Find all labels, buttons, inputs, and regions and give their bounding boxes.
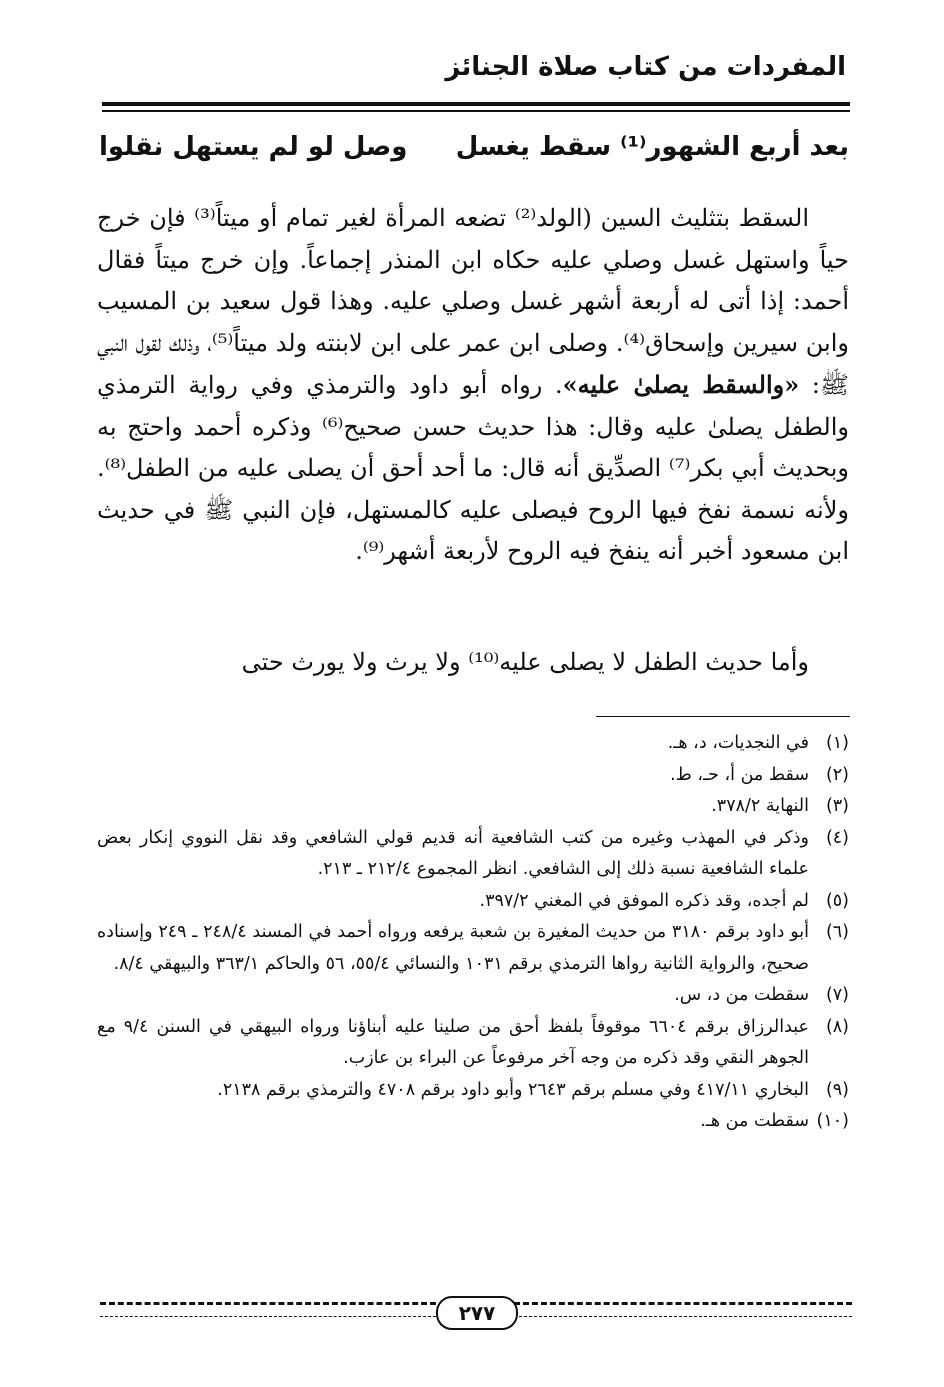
footnote-number: (٦) (825, 922, 849, 942)
footnote (97, 791, 849, 823)
footnote-text: لم أجده، وقد ذكره الموفق في المغني ٣٩٧/٢. (479, 890, 809, 911)
footnote-number: (١) (825, 733, 849, 753)
footnote-text: سقطت من هـ. (700, 1111, 809, 1131)
footnote-number: (٢) (825, 764, 849, 785)
footnote-text: سقطت من د، س. (674, 985, 809, 1005)
footnote (97, 1075, 849, 1107)
footnote-number: (٣) (825, 796, 849, 816)
footer-thin-line-right (514, 1316, 852, 1317)
page-footer (100, 1296, 852, 1328)
footnote-text: في النجديات، د، هـ. (667, 733, 809, 753)
header-rule-top (102, 102, 850, 106)
footnote (97, 917, 849, 980)
main-text (97, 198, 849, 573)
footnote (97, 1106, 849, 1138)
hadith-quote: «والسقط يصلىٰ عليه» (562, 370, 800, 399)
footnote (97, 980, 849, 1012)
footer-dash-line-right (514, 1302, 852, 1305)
footnote-number: (٥) (825, 890, 849, 911)
verse-second-hemistich: وصل لو لم يستهل نقلوا (99, 132, 408, 162)
footnote (97, 886, 849, 918)
paragraph-1-part-b: . رواه أبو داود والترمذي وفي رواية الترمذي والطفل يصلىٰ عليه وقال: هذا حديث حسن صحيح⁽⁶⁾ وذكره أحمد واحتج به وبحديث أبي بكر⁽⁷⁾ الصدِّيق أنه قال: ما أحد أحق أن يصلى عليه من الطفل⁽⁸⁾. ولأنه نسمة نفخ فيها الروح فيصلى عليه كالمستهل، فإن النبي ﷺ في حديث ابن مسعود أخبر أنه ينفخ فيه الروح لأربعة أشهر⁽⁹⁾. (97, 371, 850, 565)
verse-first-hemistich: بعد أربع الشهور⁽¹⁾ سقط يغسل (455, 132, 849, 162)
paragraph-2: وأما حديث الطفل لا يصلى عليه⁽¹⁰⁾ ولا يرث ولا يورث حتى (241, 648, 809, 676)
footnote (97, 1012, 849, 1075)
footnote-number: (٨) (825, 1016, 849, 1037)
footnote-text: سقط من أ، حـ، ط. (670, 764, 809, 785)
footnote-text: عبدالرزاق برقم ٦٦٠٤ موقوفاً بلفظ أحق من صلينا عليه أبناؤنا ورواه البيهقي في السنن ٩/٤ مع الجوهر النقي وقد ذكره من وجه آخر مرفوعاً عن البراء بن عازب. (97, 1016, 809, 1068)
footnote-text: وذكر في المهذب وغيره من كتب الشافعية أنه قديم قولي الشافعي وقد نقل النووي إنكار بعض علماء الشافعية نسبة ذلك إلى الشافعي. انظر المجموع ٢١٢/٤ ـ ٢١٣. (97, 827, 809, 879)
footnote-text: النهاية ٣٧٨/٢. (711, 796, 809, 816)
footnote (97, 823, 849, 886)
footnotes (97, 728, 849, 1138)
running-header: المفردات من كتاب صلاة الجنائز (445, 52, 846, 82)
footnote-number: (١٠) (816, 1111, 849, 1131)
footer-thin-line-left (100, 1316, 436, 1317)
footnote-text: البخاري ٤١٧/١١ وفي مسلم برقم ٢٦٤٣ وأبو داود برقم ٤٧٠٨ والترمذي برقم ٢١٣٨. (217, 1079, 809, 1100)
paragraph-1 (97, 198, 849, 573)
footnote-number: (٤) (825, 827, 849, 848)
footer-dash-line-left (100, 1302, 436, 1305)
footnote-separator (596, 716, 850, 717)
footnote-number: (٧) (825, 985, 849, 1005)
paragraph-1-part-a: السقط بتثليث السين (الولد⁽²⁾ تضعه المرأة لغير تمام أو ميتاً⁽³⁾ فإن خرج حياً واستهل غسل وصلي عليه حكاه ابن المنذر إجماعاً. وإن خرج ميتاً فقال أحمد: إذا أتى له أربعة أشهر غسل وصلي عليه. وهذا قول سعيد بن المسيب وابن سيرين وإسحاق⁽⁴⁾. وصلى ابن عمر على ابن لابنته ولد ميتاً⁽⁵⁾، وذلك لقول النبي ﷺ: (97, 204, 849, 399)
footnote (97, 728, 849, 760)
header-rule-bottom (102, 110, 850, 112)
footnote-text: أبو داود برقم ٣١٨٠ من حديث المغيرة بن شعبة يرفعه ورواه أحمد في المسند ٢٤٨/٤ ـ ٢٤٩ وإسناده صحيح، والرواية الثانية رواها الترمذي برقم ١٠٣١ والنسائي ٥٥/٤، ٥٦ والحاكم ٣٦٣/١ والبيهقي ٨/٤. (97, 922, 809, 974)
footnote (97, 760, 849, 792)
footnote-number: (٩) (825, 1079, 849, 1100)
page-number: ٢٧٧ (436, 1296, 518, 1330)
